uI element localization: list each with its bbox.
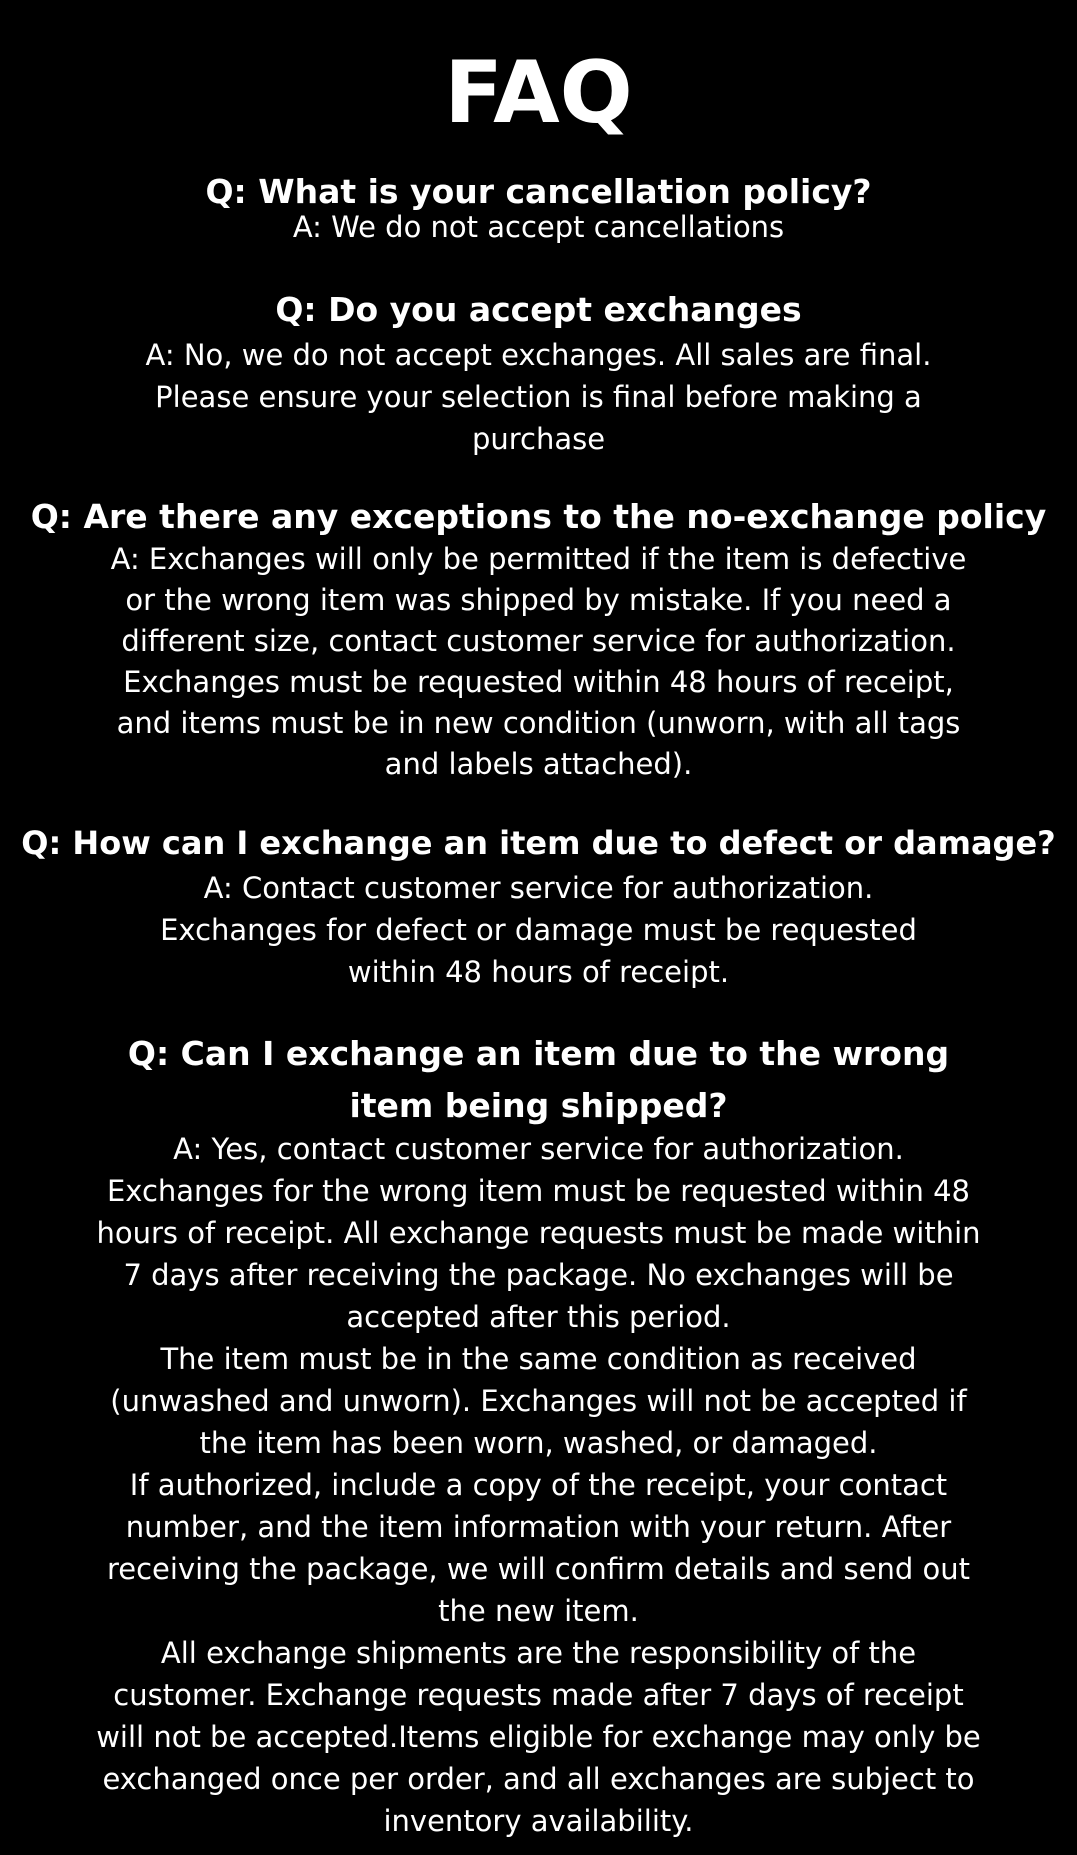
- faq-answer: [0, 867, 1077, 993]
- faq-answer-line: accepted after this period.: [346, 1300, 731, 1334]
- faq-item-defect: [0, 817, 1077, 993]
- faq-item-wrong-item: [0, 1028, 1077, 1842]
- faq-answer-line: will not be accepted.Items eligible for exchange may only be: [96, 1720, 981, 1754]
- faq-answer-line: customer. Exchange requests made after 7 days of receipt: [113, 1678, 964, 1712]
- faq-answer-line: different size, contact customer service for authorization.: [121, 624, 956, 658]
- faq-question: [0, 817, 1077, 869]
- faq-question-line: item being shipped?: [349, 1086, 728, 1125]
- faq-answer-line: A: Exchanges will only be permitted if the item is defective: [110, 542, 967, 576]
- faq-answer-line: within 48 hours of receipt.: [347, 955, 730, 989]
- faq-answer: [0, 539, 1077, 785]
- faq-answer-line: and labels attached).: [384, 747, 693, 781]
- faq-answer: [0, 334, 1077, 460]
- faq-answer-line: A: No, we do not accept exchanges. All sales are final.: [145, 338, 932, 372]
- faq-answer-line: purchase: [471, 422, 606, 456]
- faq-answer-line: The item must be in the same condition as received: [160, 1342, 917, 1376]
- faq-question-line: Q: What is your cancellation policy?: [205, 172, 872, 211]
- faq-answer-line: Exchanges for the wrong item must be requested within 48: [106, 1174, 970, 1208]
- faq-item-exceptions: [0, 491, 1077, 785]
- faq-item-cancellation: [0, 166, 1077, 248]
- faq-question: [0, 1028, 1077, 1132]
- faq-answer-line: inventory availability.: [383, 1804, 694, 1838]
- faq-question-line: Q: How can I exchange an item due to defect or damage?: [21, 824, 1056, 862]
- faq-answer-line: the new item.: [438, 1594, 639, 1628]
- faq-question-line: Q: Can I exchange an item due to the wrong: [127, 1034, 950, 1073]
- faq-question: [0, 491, 1077, 543]
- faq-answer-line: A: Yes, contact customer service for authorization.: [173, 1132, 904, 1166]
- faq-question: [0, 284, 1077, 336]
- faq-answer: [0, 1128, 1077, 1842]
- faq-answer-line: hours of receipt. All exchange requests must be made within: [96, 1216, 981, 1250]
- faq-answer-line: If authorized, include a copy of the receipt, your contact: [129, 1468, 948, 1502]
- faq-answer-line: and items must be in new condition (unworn, with all tags: [116, 706, 961, 740]
- faq-question-line: Q: Are there any exceptions to the no-exchange policy: [30, 497, 1047, 536]
- faq-answer-line: or the wrong item was shipped by mistake. If you need a: [125, 583, 952, 617]
- faq-answer: [0, 206, 1077, 248]
- faq-answer-line: 7 days after receiving the package. No exchanges will be: [123, 1258, 954, 1292]
- faq-question-line: Q: Do you accept exchanges: [275, 290, 802, 329]
- page-title: FAQ: [444, 43, 633, 143]
- faq-answer-line: A: Contact customer service for authorization.: [203, 871, 874, 905]
- faq-answer-line: A: We do not accept cancellations: [292, 210, 785, 244]
- faq-answer-line: All exchange shipments are the responsibility of the: [160, 1636, 917, 1670]
- faq-answer-line: Please ensure your selection is final before making a: [155, 380, 922, 414]
- faq-answer-line: Exchanges must be requested within 48 hours of receipt,: [123, 665, 954, 699]
- faq-answer-line: (unwashed and unworn). Exchanges will not be accepted if: [110, 1384, 967, 1418]
- faq-answer-line: Exchanges for defect or damage must be requested: [160, 913, 917, 947]
- faq-answer-line: the item has been worn, washed, or damaged.: [199, 1426, 878, 1460]
- faq-answer-line: receiving the package, we will confirm details and send out: [106, 1552, 971, 1586]
- faq-answer-line: number, and the item information with your return. After: [125, 1510, 952, 1544]
- faq-item-exchanges: [0, 284, 1077, 460]
- faq-answer-line: exchanged once per order, and all exchanges are subject to: [102, 1762, 975, 1796]
